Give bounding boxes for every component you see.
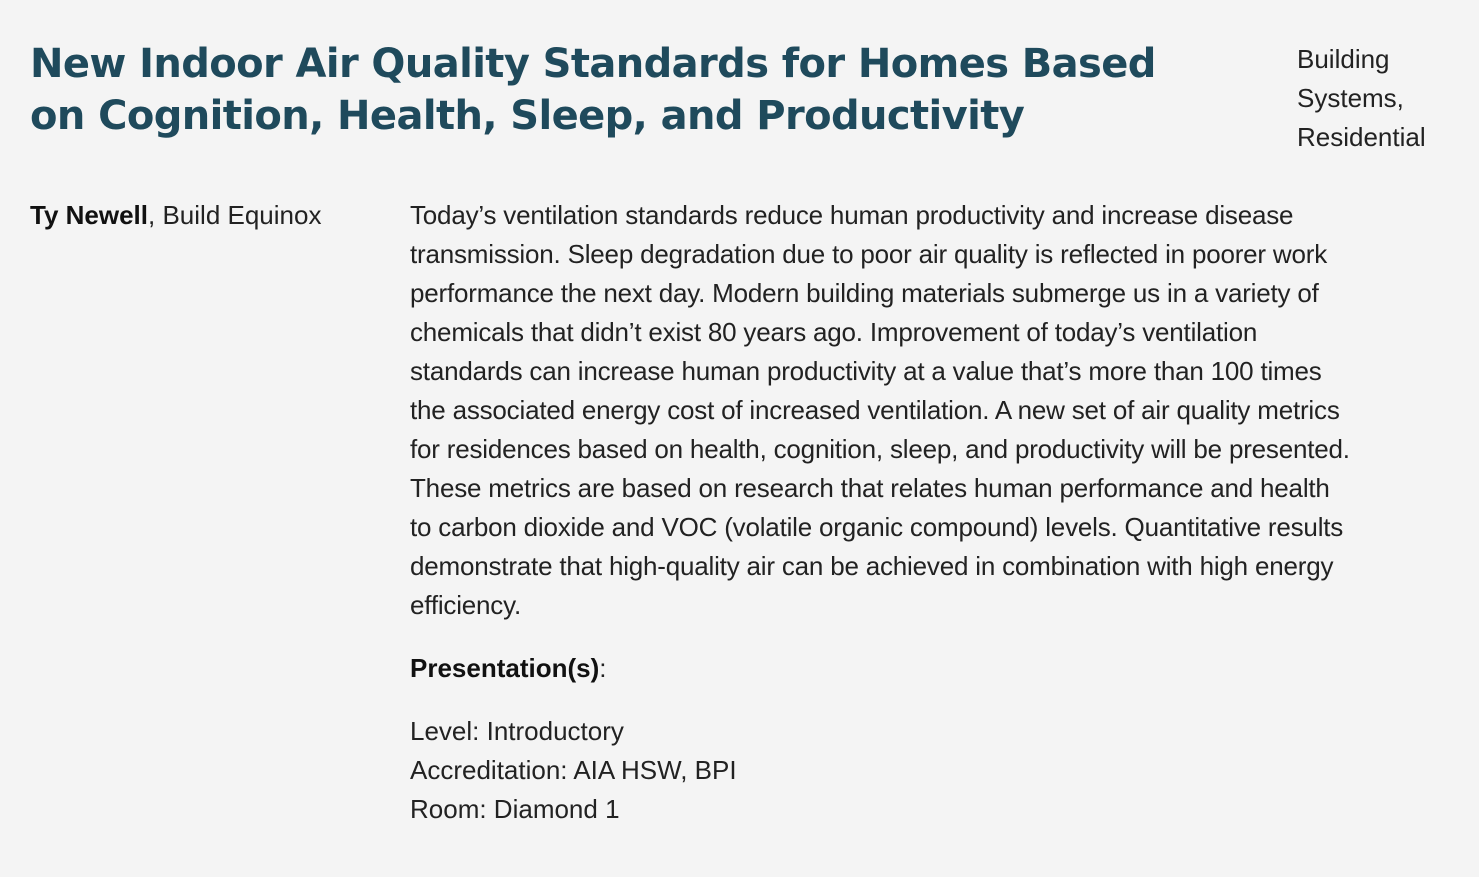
- category-building[interactable]: Building: [1297, 44, 1390, 74]
- presentation-accreditation: Accreditation: AIA HSW, BPI: [410, 755, 737, 785]
- presentations-label: Presentation(s): [410, 653, 600, 683]
- session-title: New Indoor Air Quality Standards for Homes Based on Cognition, Health, Sleep, and Productivity: [30, 41, 1156, 139]
- presentation-level: Level: Introductory: [410, 716, 624, 746]
- presentations-colon: :: [599, 653, 607, 683]
- session-details: [410, 196, 1350, 829]
- speaker-info: [30, 196, 330, 235]
- presentation-details: [410, 712, 1350, 829]
- session-abstract: Today’s ventilation standards reduce human productivity and increase disease transmission. Sleep degradation due to poor air quality is reflected in poorer work performance the next day. Modern building materials submerge us in a variety of chemicals that didn’t exist 80 years ago. Improvement of today’s ventilation standards can increase human productivity at a value that’s more than 100 times the associated energy cost of increased ventilation. A new set of air quality metrics for residences based on health, cognition, sleep, and productivity will be presented. These metrics are based on research that relates human performance and health to carbon dioxide and VOC (volatile organic compound) levels. Quantitative results demonstrate that high-quality air can be achieved in combination with high energy efficiency.: [410, 200, 1350, 620]
- speaker-separator: ,: [148, 200, 163, 230]
- category-systems[interactable]: Systems,: [1297, 83, 1404, 113]
- session-categories: [1297, 40, 1467, 157]
- presentation-room: Room: Diamond 1: [410, 794, 620, 824]
- presentations-heading: [410, 649, 1350, 688]
- speaker-name: Ty Newell: [30, 200, 149, 230]
- speaker-organization: Build Equinox: [162, 200, 322, 230]
- category-residential[interactable]: Residential: [1297, 122, 1426, 152]
